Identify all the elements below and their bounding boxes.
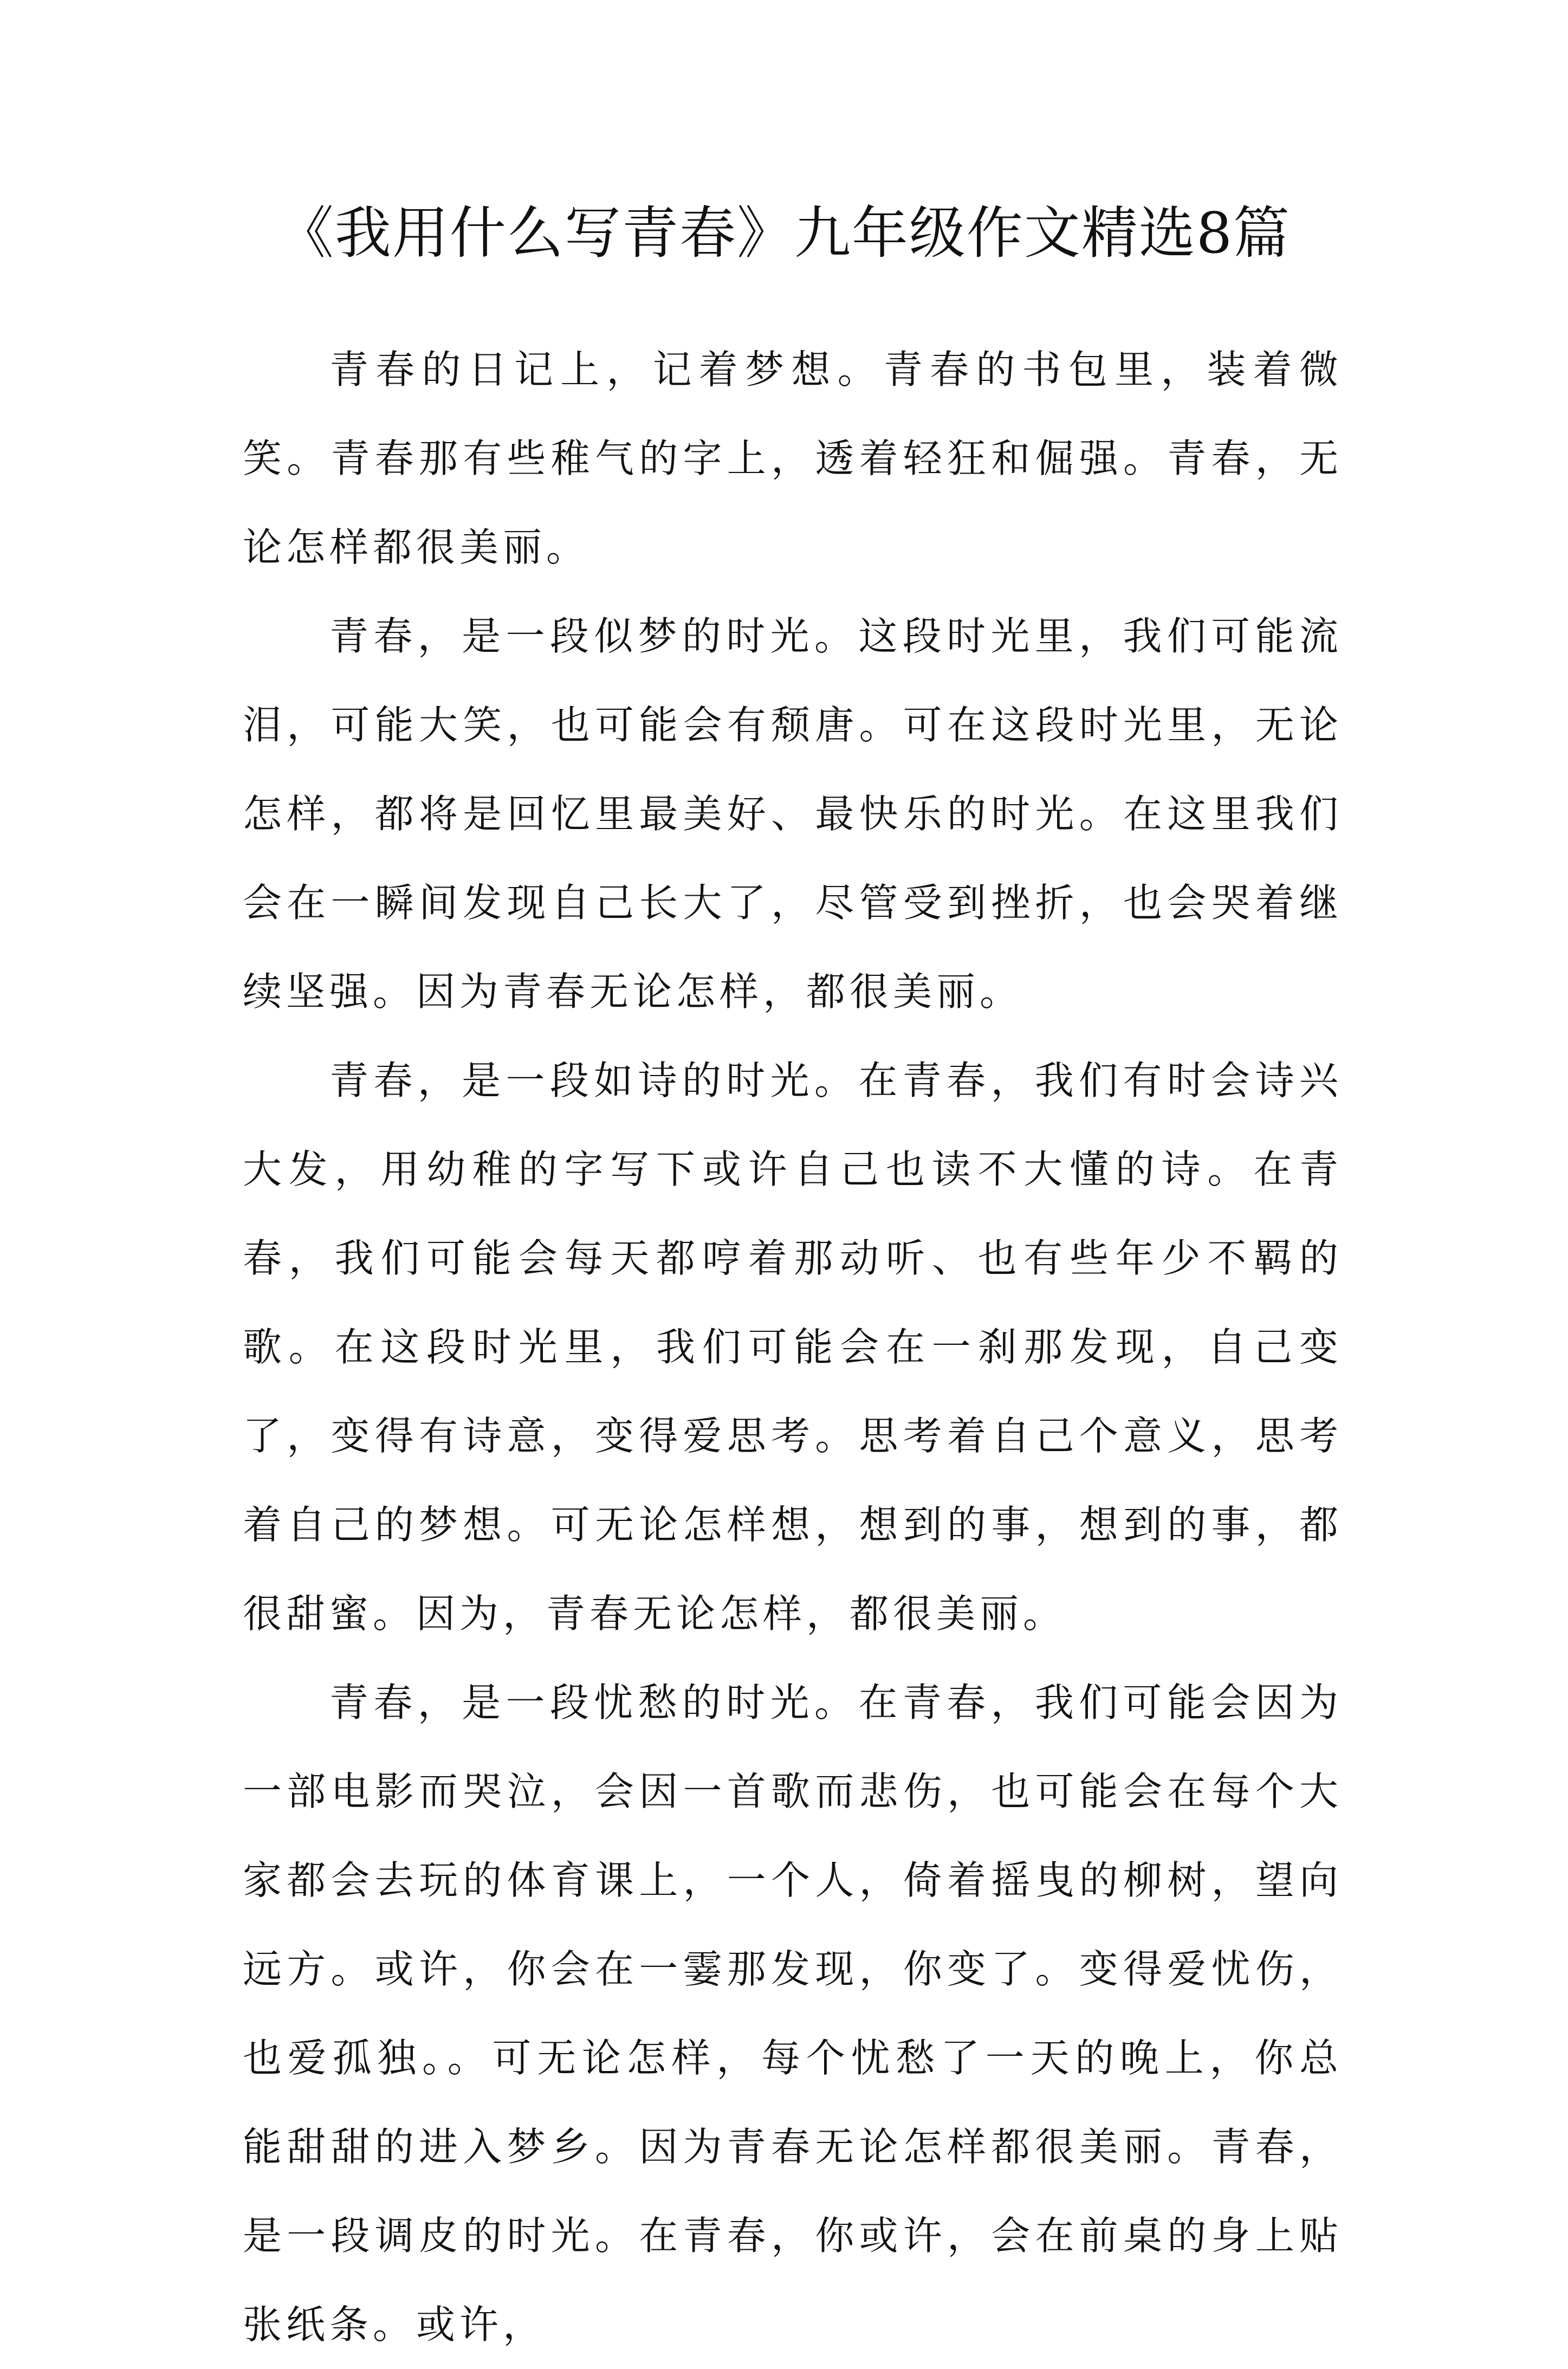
- document-title: 《我用什么写青春》九年级作文精选8篇: [277, 200, 1291, 266]
- paragraph-1: 青春的日记上，记着梦想。青春的书包里，装着微笑。青春那有些稚气的字上，透着轻狂和倔强。青春，无论怎样都很美丽。: [243, 347, 1343, 570]
- paragraph-3: 青春，是一段如诗的时光。在青春，我们有时会诗兴大发，用幼稚的字写下或许自己也读不大懂的诗。在青春，我们可能会每天都哼着那动听、也有些年少不羁的歌。在这段时光里，我们可能会在一刹那发现，自己变了，变得有诗意，变得爱思考。思考着自己个意义，思考着自己的梦想。可无论怎样想，想到的事，想到的事，都很甜蜜。因为，青春无论怎样，都很美丽。: [243, 1058, 1343, 1636]
- document-body: [243, 325, 1343, 2369]
- paragraph-2: 青春，是一段似梦的时光。这段时光里，我们可能流泪，可能大笑，也可能会有颓唐。可在这段时光里，无论怎样，都将是回忆里最美好、最快乐的时光。在这里我们会在一瞬间发现自己长大了，尽管受到挫折，也会哭着继续坚强。因为青春无论怎样，都很美丽。: [243, 613, 1343, 1014]
- paragraph-4: 青春，是一段忧愁的时光。在青春，我们可能会因为一部电影而哭泣，会因一首歌而悲伤，也可能会在每个大家都会去玩的体育课上，一个人，倚着摇曳的柳树，望向远方。或许，你会在一霎那发现，你变了。变得爱忧伤，也爱孤独。。可无论怎样，每个忧愁了一天的晚上，你总能甜甜的进入梦乡。因为青春无论怎样都很美丽。青春，是一段调皮的时光。在青春，你或许，会在前桌的身上贴张纸条。或许，: [243, 1680, 1343, 2347]
